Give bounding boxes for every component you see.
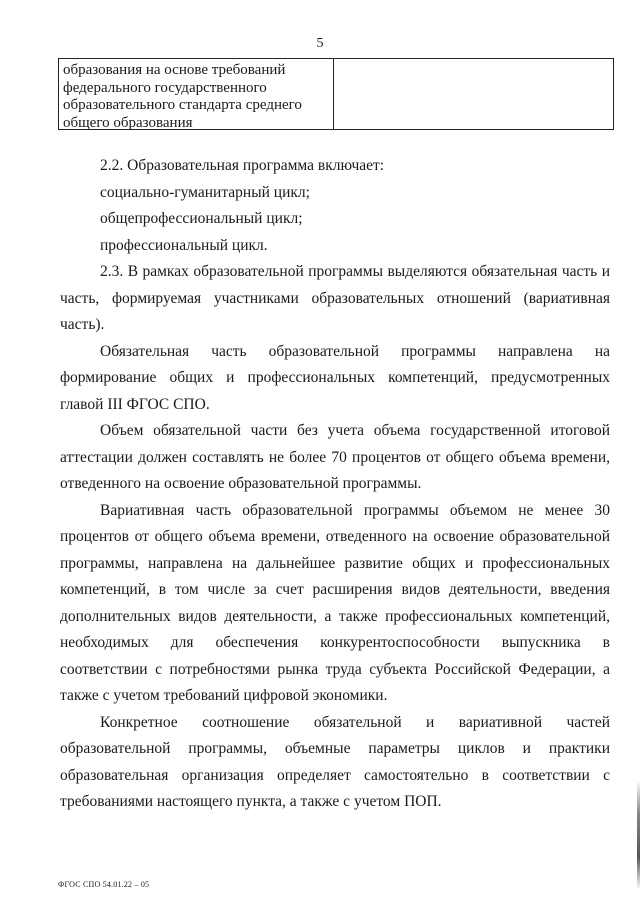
footer-code: ФГОС СПО 54.01.22 – 05	[58, 880, 150, 889]
paragraph-mandatory-volume: Объем обязательной части без учета объема государственной итоговой аттестации должен составлять не более 70 процентов от общего объема времени, отведенного на освоение образовательной программы.	[60, 422, 610, 492]
table-cell-line: образования на основе требований	[63, 62, 286, 78]
table-cell-line: общего образования	[63, 114, 193, 131]
continuation-table	[58, 58, 614, 130]
table-cell-left	[59, 59, 334, 129]
table-cell-right	[334, 59, 613, 129]
paragraph-2-2-heading: 2.2. Образовательная программа включает:	[100, 157, 385, 174]
table-cell-line: образовательного стандарта среднего	[63, 97, 302, 113]
paragraph-ratio: Конкретное соотношение обязательной и вариативной частей образовательной программы, объемные параметры циклов и практики образовательная организация определяет самостоятельно в соответствии с требованиями настоящего пункта, а также с учетом ПОП.	[60, 713, 610, 810]
table-cell-line: федерального государственного	[63, 79, 267, 96]
page-number: 5	[316, 36, 324, 51]
document-body	[60, 153, 610, 816]
paragraph-variable-part: Вариативная часть образовательной программы объемом не менее 30 процентов от общего объема времени, отведенного на освоение образовательной программы, направлена на дальнейшее развитие общих и профессиональных компетенций, в том числе за счет расширения видов деятельности, введения дополнительных видов деятельности, а также профессиональных компетенций, необходимых для обеспечения конкурентоспособности выпускника в соответствии с потребностями рынка труда субъекта Российской Федерации, а также с учетом требований цифровой экономики.	[60, 501, 610, 704]
list-item-cycle: профессиональный цикл.	[100, 236, 268, 254]
list-item-cycle: социально-гуманитарный цикл;	[100, 183, 310, 201]
paragraph-mandatory-part: Обязательная часть образовательной программы направлена на формирование общих и профессиональных компетенций, предусмотренных главой III ФГОС СПО.	[60, 342, 610, 413]
paragraph-2-3: 2.3. В рамках образовательной программы выделяются обязательная часть и часть, формируемая участниками образовательных отношений (вариативная часть).	[60, 263, 610, 333]
list-item-cycle: общепрофессиональный цикл;	[100, 210, 303, 227]
